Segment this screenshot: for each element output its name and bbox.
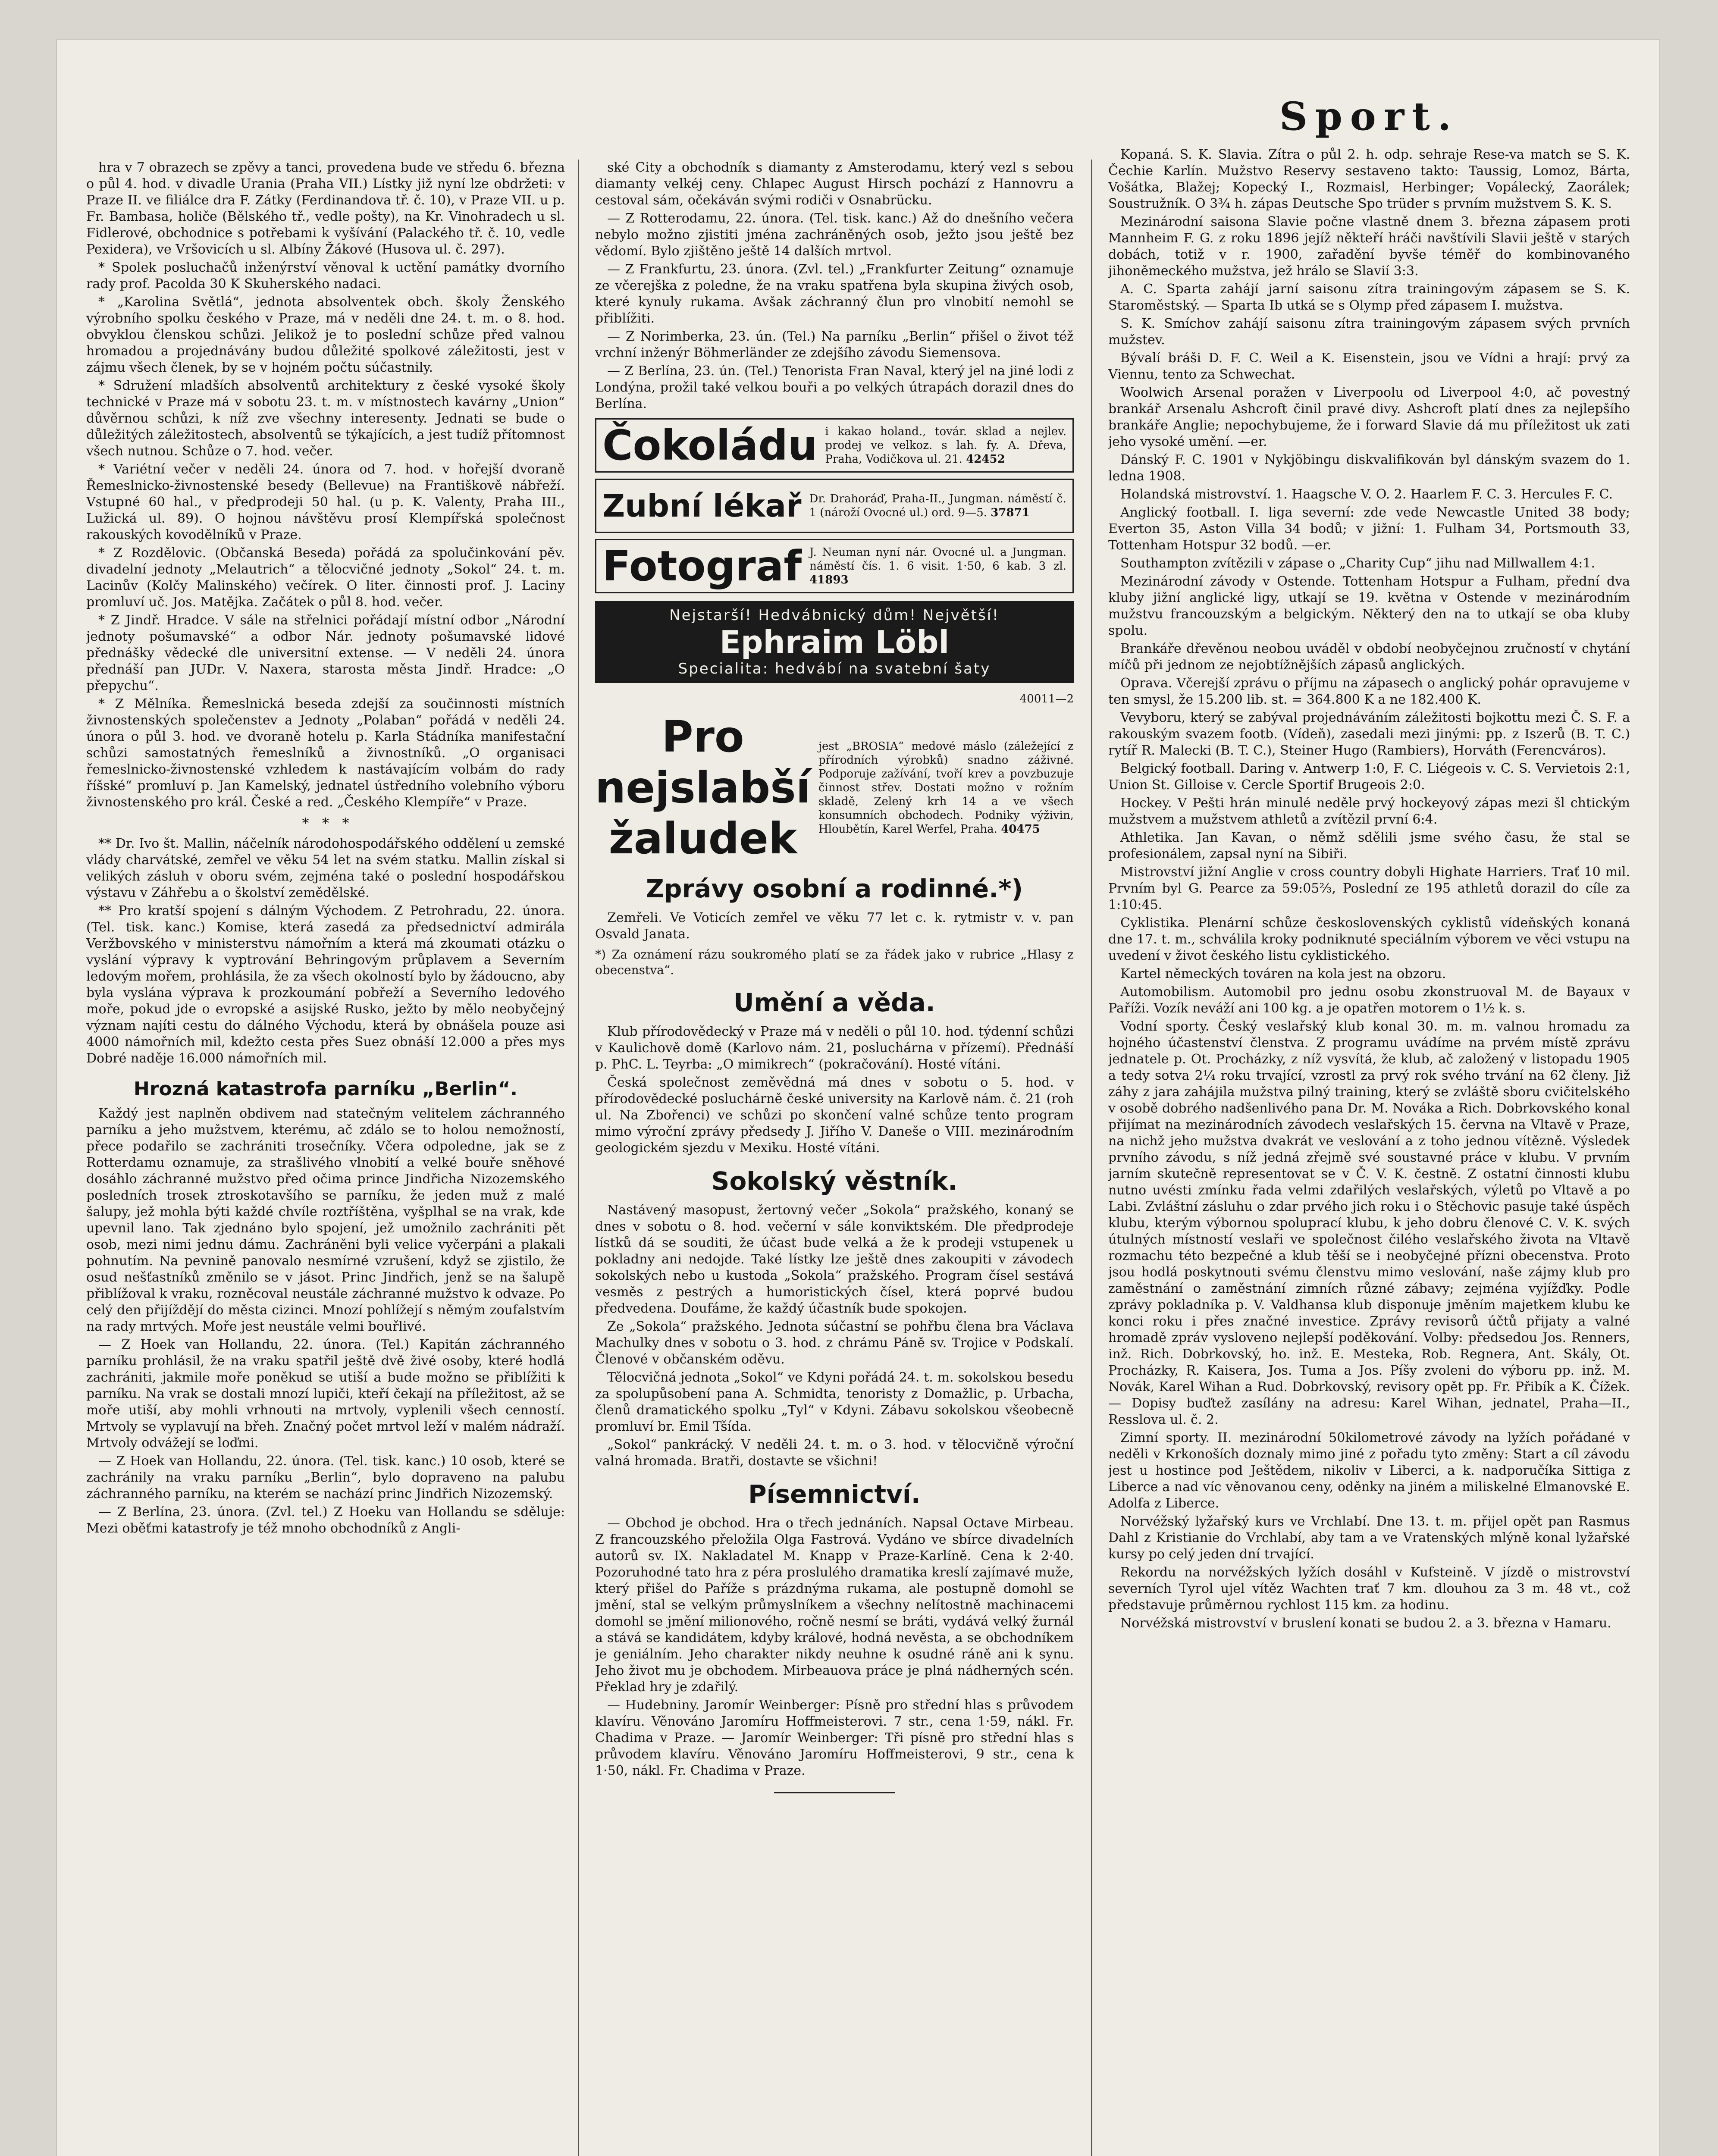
article-paragraph: hra v 7 obrazech se zpěvy a tanci, provedena bude ve středu 6. března o půl 4. hod. v divadle Urania (Praha VII.) Lístky již nyní lze obdržeti: v Praze II. ve filiálce dra F. Zátky (Ferdinandova tř. č. 10), v Praze VII. u p. Fr. Bambasa, holiče (Bělského tř., vedle pošty), na Kr. Vinohradech u sl. Fidlerové, obchodnice s potřebami k vyšívání (Palackého tř. č. 10, vedle Pexidera), ve Vršovicích u sl. Albíny Žákové (Husova ul. č. 297). xyxy=(86,160,565,257)
footnote: *) Za oznámení rázu soukromého platí se za řádek jako v rubrice „Hlasy z obecenstva“. xyxy=(595,947,1074,977)
ad-text: Dr. Drahoráď, Praha-II., Jungman. náměstí č. 1 (nároží Ovocné ul.) ord. 9—5. 37871 xyxy=(809,492,1066,519)
article-paragraph: Česká společnost zeměvědná má dnes v sobotu o 5. hod. v přírodovědecké posluchárně české university na Karlově nám. č. 21 (roh ul. Na Zbořenci) ve schůzi po skončení valné schůze tento program mimo výroční zprávy předsedy J. Jiřího V. Daneše o VIII. mezinárodním geologickém sjezdu v Mexiku. Hosté vítáni. xyxy=(595,1075,1074,1156)
article-paragraph: „Sokol“ pankrácký. V neděli 24. t. m. o 3. hod. v tělocvičně výroční valná hromada. Bratři, dostavte se všichni! xyxy=(595,1437,1074,1469)
article-paragraph: Nastávený masopust, žertovný večer „Sokola“ pražského, konaný se dnes v sobotu o 8. hod. večerní v sále konviktském. Dle předprodeje lístků dá se souditi, že účast bude velká a že k prodeji vstupenek u pokladny ani nedojde. Také lístky lze ještě dnes zakoupiti v závodech sokolských nebo u kustoda „Sokola“ pražského. Program čísel sestává vesměs z pestrých a humoristických čísel, která poprvé budou předvedena. Doufáme, že každý účastník bude spokojen. xyxy=(595,1203,1074,1316)
article-paragraph: * „Karolina Světlá“, jednota absolventek obch. školy Ženského výrobního spolku českého v Praze, má v neděli dne 24. t. m. o 8. hod. obvyklou členskou schůzi. Jelikož je to poslední schůze před valnou hromadou a projednávány budou důležité spolkové záležitosti, jest v zájmu všech členek, by se v hojném počtu súčastnily. xyxy=(86,295,565,375)
article-paragraph: Southampton zvítězili v zápase o „Charity Cup“ jihu nad Millwallem 4:1. xyxy=(1120,556,1596,571)
article-paragraph: ** Dr. Ivo št. Mallin, náčelník národohospodářského oddělení u zemské vlády charvátské, zemřel ve věku 54 let na svém statku. Mallin získal si velikých zásluh v oboru svém, zejména také o poslední hospodářskou výstavu v Záhřebu a o školství zemědělské. xyxy=(86,836,565,900)
article-paragraph: Bývalí bráši D. F. C. Weil a K. Eisenstein, jsou ve Vídni a hrají: prvý za Viennu, tento za Schwechat. xyxy=(1108,351,1630,382)
ad-code: 40011—2 xyxy=(1019,693,1074,705)
banner-line: Nejstarší! Hedvábnický dům! Největší! xyxy=(669,607,1000,624)
column-3 xyxy=(1108,94,1630,2156)
article-paragraph: — Z Hoek van Hollandu, 22. února. (Tel.) Kapitán záchranného parníku prohlásil, že na vraku spatřil ještě dvě živé osoby, které hodlá zachrániti, jakmile moře poněkud se utiší a bude možno se přiblížiti k parníku. Na vrak se dostali mnozí lupiči, kteří čekají na příležitost, až se moře utiší, aby mohli vrhnouti na mrtvoly, vyplenili všech cenností. Mrtvoly se vyplavují na břeh. Značný počet mrtvol leží v malém nádraží. Mrtvoly odvážejí se loďmi. xyxy=(86,1337,565,1451)
ad-fotograf xyxy=(595,539,1074,593)
article-paragraph: — Z Frankfurtu, 23. února. (Zvl. tel.) „Frankfurter Zeitung“ oznamuje ze včerejška z poledne, že na vraku spatřena byla skupina živých osob, které kynuly rukama. Avšak záchranný člun pro vlnobití nemohl se přiblížiti. xyxy=(595,262,1074,326)
article-paragraph: * Sdružení mladších absolventů architektury z české vysoké školy technické v Praze má v sobotu 23. t. m. v místnostech kavárny „Union“ důvěrnou schůzi, k níž zve všechny interesenty. Jednati se bude o důležitých záležitostech, absolventů se týkajících, a jest tudíž přítomnost všech nutnou. Schůze o 7. hod. večer. xyxy=(86,378,565,459)
column-divider xyxy=(578,160,579,2156)
section-heading-sport: Sport. xyxy=(1279,94,1459,139)
article-paragraph: * Spolek posluchačů inženýrství věnoval k uctění památky dvorního rady prof. Pacolda 30 K Skuherského nadaci. xyxy=(86,260,565,291)
article-paragraph: Norvéžský lyžařský kurs ve Vrchlabí. Dne 13. t. m. přijel opět pan Rasmus Dahl z Kristianie do Vrchlabí, aby tam a ve Vratenských mlýně konal lyžařské kursy po celý jeden dní trvající. xyxy=(1108,1514,1630,1562)
column-2 xyxy=(595,160,1074,2156)
article-paragraph: Tělocvičná jednota „Sokol“ ve Kdyni pořádá 24. t. m. sokolskou besedu za spolupůsobení pana A. Schmidta, tenoristy z Domažlic, p. Urbacha, členů dramatického spolku „Tyl“ v Kdyni. Zábavu sokolskou všeobecně promluví br. Emil Tšída. xyxy=(595,1370,1074,1434)
article-paragraph: Dánský F. C. 1901 v Nykjöbingu diskvalifikován byl dánským svazem do 1. ledna 1908. xyxy=(1108,452,1630,484)
article-paragraph: Kopaná. S. K. Slavia. Zítra o půl 2. h. odp. sehraje Rese-va match se S. K. Čechie Karlín. Mužstvo Reservy sestaveno takto: Taussig, Lomoz, Bárta, Vošátka, Blažej; Kopecký I., Rozmaisl, Herbinger; Vopálecký, Zaorálek; Soustružník. O 3¾ h. zápas Deutsche Spo trüder s prvním mužstvem S. K. S. xyxy=(1108,147,1630,211)
article-paragraph: ** Pro kratší spojení s dálným Východem. Z Petrohradu, 22. února. (Tel. tisk. kanc.) Komise, která zasedá za předsednictví admirála Veržbovského v ministerstvu námořním a která má zkoumati otázku o vyslání výpravy k vyptrování Behringovým průplavem a Severním ledovým mořem, prohlásila, že za všech okolností bylo by žádoucno, aby byla vyslána výprava k prozkoumání pobřeží a Severního ledového moře, pokud jde o evropské a asijské Rusko, ježto by mělo neobyčejný význam najíti cestu do dálného Východu, která by obnášela pouze asi 4000 námořních mil, kdežto cesta přes Suez obnáší 12.000 a přes mys Dobré naděje 16.000 námořních mil. xyxy=(86,903,565,1066)
ad-brosia xyxy=(595,711,1074,864)
article-paragraph: * Z Jindř. Hradce. V sále na střelnici pořádají místní odbor „Národní jednoty pošumavské“ a odbor Nár. jednoty pošumavské lidové přednášky vědecké dle universitní extense. — V neděli 24. února přednáší pan JUDr. V. Naxera, starosta města Jindř. Hradce: „O přepychu“. xyxy=(86,613,565,693)
section-heading-art-science: Umění a věda. xyxy=(734,988,935,1017)
article-paragraph: — Z Rotterodamu, 22. února. (Tel. tisk. kanc.) Až do dnešního večera nebylo možno zjistiti jména zachráněných osob, ježto jsou ještě bez vědomí. Bylo zjištěno ještě 14 dalších mrtvol. xyxy=(595,211,1074,259)
article-paragraph: Oprava. Včerejší zprávu o příjmu na zápasech o anglický pohár opravujeme v ten smysl, že 15.200 lib. st. = 364.800 K a ne 182.400 K. xyxy=(1108,676,1630,707)
article-paragraph: * Z Mělníka. Řemeslnická beseda zdejší za součinnosti místních živnostenských společenstev a Jednoty „Polaban“ pořádá v neděli 24. února o půl 3. hod. ve dvoraně hotelu p. Karla Stádníka manifestační schůzi samostatných řemeslníků a živnostníků. „O organisaci řemeslnicko-živnostenské vzhledem k nastávajícím volbám do rady říšské“ promluví p. Jan Kamelský, jednatel ústředního volebního výboru živnostenského pro král. České a red. „Českého Klempíře“ v Praze. xyxy=(86,696,565,810)
article-paragraph: Zimní sporty. II. mezinárodní 50kilometrové závody na lyžích pořádané v neděli v Krkonoších doznaly mimo jiné z pořadu tyto změny: Start a cíl závodu jest u hostince pod Ještědem, nikoliv v Liberci, a k. nadporučíka Sittiga z Liberce a nad víc věnovanou ceny, oděnky na jiném a miliskelné Elmanovské E. Adolfa z Liberce. xyxy=(1108,1430,1630,1511)
article-paragraph: — Obchod je obchod. Hra o třech jednáních. Napsal Octave Mirbeau. Z francouzského přeložila Olga Fastrová. Vydáno ve sbírce divadelních autorů sv. IX. Nakladatel M. Knapp v Praze-Karlíně. Cena k 2·40. Pozoruhodné tato hra z péra proslulého dramatika kreslí zajímavé muže, který přišel do Paříže s prázdnýma rukama, ale postupně domohl se jmění, stal se velkým průmyslníkem a všechny nelítostně machinacemi domohl se jmění milionového, ročně nesmí se bráti, vydává velký žurnál a stává se kandidátem, kdyby králové, hodná nevěsta, a se obchodníkem je geniálním. Jeho charakter nikdy neuhne k osudné ráně ani k synu. Jeho život mu je obchodem. Mirbeauova práce je plná nádherných scén. Překlad hry je zdařilý. xyxy=(595,1516,1074,1695)
section-heading-personal: Zprávy osobní a rodinné.*) xyxy=(646,874,1023,903)
article-paragraph: ské City a obchodník s diamanty z Amsterodamu, který vezl s sebou diamanty velkéj ceny. Chlapec August Hirsch pochází z Hannovru a cestoval sám, očekáván svými rodiči v Osnabrücku. xyxy=(595,160,1074,208)
article-paragraph: Každý jest naplněn obdivem nad statečným velitelem záchranného parníku a jeho mužstvem, kterému, ač zdálo se to holou nemožností, přece podařilo se zachrániti trosečníky. Včera odpoledne, jak se z Rotterdamu oznamuje, za strašlivého vlnobití a velké bouře sněhové dosáhlo záchranné mužstvo před očima prince Jindřicha Nizozemského posledních trosek ztroskotavšího se parníku, že jeden muž z malé šalupy, jež mohla býti každé chvíle roztříštěna, vyšplhal se na vrak, kde upevnil lano. Tak zjednáno bylo spojení, jež umožnilo zachrániti pět osob, mezi nimi jednu dámu. Zachráněni byli velice vyčerpáni a plakali pohnutím. Na pevnině panovalo nesmírné vzrušení, když se zjistilo, že osud nešťastníků změnilo se v jásot. Princ Jindřich, jenž se na šalupě přiblížoval k vraku, rozněcoval neustále záchranné mužstvo k odvaze. Po celý den přijíždějí do města cizinci. Mnozí pohlížejí s němým zoufalstvím na rady mrtvých. Moře jest neustále velmi bouřlivé. xyxy=(86,1106,565,1334)
article-paragraph: Anglický football. I. liga severní: zde vede Newcastle United 38 body; Everton 35, Aston Villa 34 bodů; v jižní: 1. Fulham 34, Portsmouth 33, Tottenham Hotspur 32 bodů. —er. xyxy=(1108,505,1630,553)
ad-banner-lobl xyxy=(595,601,1074,683)
section-heading-literature: Písemnictví. xyxy=(748,1479,921,1509)
article-paragraph: Rekordu na norvéžských lyžích dosáhl v Kufsteině. V jízdě o mistrovství severních Tyrol ujel vítěz Wachten trať 7 km. dlouhou za 3 m. 48 vt., což představuje průměrnou rychlost 115 km. za hodinu. xyxy=(1108,1565,1630,1613)
ad-text: J. Neuman nyní nár. Ovocné ul. a Jungman. náměstí čís. 1. 6 visit. 1·50, 6 kab. 3 zl. 41893 xyxy=(809,546,1066,586)
article-paragraph: Athletika. Jan Kavan, o němž sdělili jsme svého času, že stal se profesionálem, zapsal nyní na Sibiři. xyxy=(1108,830,1630,862)
sport-body xyxy=(1108,147,1630,2156)
article-paragraph: Belgický football. Daring v. Antwerp 1:0, F. C. Liégeois v. C. S. Vervietois 2:1, Union St. Gilloise v. Cercle Sportif Brugeois 2:0. xyxy=(1108,761,1630,793)
article-paragraph: Zemřeli. Ve Voticích zemřel ve věku 77 let c. k. rytmistr v. v. pan Osvald Janata. xyxy=(595,910,1074,942)
article-paragraph: Klub přírodovědecký v Praze má v neděli o půl 10. hod. týdenní schůzi v Kaulichově domě (Karlovo nám. 21, posluchárna v přízemí). Přednáší p. PhC. L. Teyrba: „O mimikrech“ (pokračování). Hosté vítáni. xyxy=(595,1024,1074,1072)
headline-berlin: Hrozná katastrofa parníku „Berlin“. xyxy=(134,1078,517,1100)
article-paragraph: — Z Berlína, 23. ún. (Tel.) Tenorista Fran Naval, který jel na jiné lodi z Londýna, prožil také velkou bouři a po velkých útrapách dorazil dnes do Berlína. xyxy=(595,364,1074,411)
column-1 xyxy=(86,160,565,2156)
ad-brosia-title: Pro nejslabší žaludek xyxy=(595,711,811,864)
article-paragraph: Cyklistika. Plenární schůze československých cyklistů vídeňských konaná dne 17. t. m., schválila kroky podniknuté speciálním výborem ve věci vstupu na uvedení v život českého listu cyklistického. xyxy=(1108,915,1630,963)
article-paragraph: Holandská mistrovství. 1. Haagsche V. O. 2. Haarlem F. C. 3. Hercules F. C. xyxy=(1120,487,1613,502)
article-paragraph: Ze „Sokola“ pražského. Jednota súčastní se pohřbu člena bra Václava Machulky dnes v sobotu o 3. hod. z chrámu Páně sv. Trojice v Podskalí. Členové v občanském oděvu. xyxy=(595,1319,1074,1367)
article-paragraph: Mezinárodní saisona Slavie počne vlastně dnem 3. března zápasem proti Mannheim F. G. z roku 1896 jejíž někteří hráči navštívili Slavii ještě v starých dobách, totiž v r. 1900, zařadění byvše téměř do kombinovaného jihoněmeckého mužstva, jež hrálo se Slavií 3:3. xyxy=(1108,214,1630,279)
article-paragraph: Woolwich Arsenal poražen v Liverpoolu od Liverpool 4:0, ač povestný brankář Arsenalu Ashcroft činil pravé divy. Ashcroft platí dnes za nejlepšího brankáře Anglie; nepochybujeme, že i forward Slavie dá mu příležitost uk zati jeho vysoké umění. —er. xyxy=(1108,385,1630,449)
ad-text: i kakao holand., továr. sklad a nejlev. prodej ve velkoz. s lah. fy. A. Dřeva, Praha, Vodičkova ul. 21. 42452 xyxy=(825,425,1066,466)
article-paragraph: * Variétní večer v neděli 24. února od 7. hod. v hořejší dvoraně Řemeslnicko-živnostenské besedy (Bellevue) na Františkově nábřeží. Vstupné 60 hal., v předprodeji 50 hal. (u p. K. Valenty, Praha III., Lužická ul. 89). O hojnou návštěvu prosí Klempířská společnost rakouských kovodělníků v Praze. xyxy=(86,462,565,542)
ad-text: jest „BROSIA“ medové máslo (záležející z přírodních výrobků) snadno záživné. Podporuje zažívání, tvoří krev a povzbuzuje činnost střev. Dostati možno v rožním skladě, Zelený krh 14 a ve všech konsumních obchodech. Podniky výživin, Hloubětín, Karel Werfel, Praha. 40475 xyxy=(818,740,1074,836)
article-paragraph: — Hudebniny. Jaromír Weinberger: Písně pro střední hlas s průvodem klavíru. Věnováno Jaromíru Hoffmeisterovi. 7 str., cena 1·59, nákl. Fr. Chadima v Praze. — Jaromír Weinberger: Tři písně pro střední hlas s průvodem klavíru. Věnováno Jaromíru Hoffmeisterovi, 9 str., cena k 1·50, nákl. Fr. Chadima v Praze. xyxy=(595,1698,1074,1778)
section-heading-sokol: Sokolský věstník. xyxy=(711,1166,958,1196)
end-rule xyxy=(774,1792,895,1793)
column-divider xyxy=(1091,160,1092,2156)
article-paragraph: Mezinárodní závody v Ostende. Tottenham Hotspur a Fulham, přední dva kluby jižní anglické ligy, utkají se 19. května v Ostende v mezinárodním mužstvu francouzským a belgickým. Některý den na to utkají se oba kluby spolu. xyxy=(1108,574,1630,638)
article-paragraph: Mistrovství jižní Anglie v cross country dobyli Highate Harriers. Trať 10 mil. Prvním byl G. Pearce za 59:05⅔, Poslední ze 195 athletů dorazil do cíle za 1:10:45. xyxy=(1108,865,1630,912)
article-paragraph: Kartel německých továren na kola jest na obzoru. xyxy=(1120,966,1446,981)
article-paragraph: Automobilism. Automobil pro jednu osobu zkonstruoval M. de Bayaux v Paříži. Vozík neváží ani 100 kg. a je opatřen motorem o 1½ k. s. xyxy=(1108,984,1630,1016)
article-paragraph: S. K. Smíchov zahájí saisonu zítra trainingovým zápasem svých prvních mužstev. xyxy=(1108,316,1630,348)
article-paragraph: A. C. Sparta zahájí jarní saisonu zítra trainingovým zápasem se S. K. Staroměstský. — Sparta Ib utká se s Olymp před zápasem I. mužstva. xyxy=(1108,282,1630,313)
banner-line: Specialita: hedvábí na svatební šaty xyxy=(678,660,991,677)
article-paragraph: Vevyboru, který se zabýval projednáváním záležitosti bojkottu mezi Č. S. F. a rakouským svazem footb. (Vídeň), zasedali mezi jinými: pp. z Iszerů (B. T. C.) rytíř R. Malecki (B. T. C.), Steiner Hugo (Rambiers), Horváth (Ferencváros). xyxy=(1108,710,1630,758)
ad-title: Zubní lékař xyxy=(602,488,802,524)
article-paragraph: — Z Berlína, 23. února. (Zvl. tel.) Z Hoeku van Hollandu se sděluje: Mezi oběťmi katastrofy je též mnoho obchodníků z Angli- xyxy=(86,1504,565,1536)
ad-cokolada xyxy=(595,418,1074,473)
ad-title: Fotograf xyxy=(602,542,802,590)
article-paragraph: Norvéžská mistrovství v bruslení konati se budou 2. a 3. března v Hamaru. xyxy=(1120,1616,1611,1631)
article-paragraph: * Z Rozdělovic. (Občanská Beseda) pořádá za spolučinkování pěv. divadelní jednoty „Melautrich“ a tělocvičné jednoty „Sokol“ 24. t. m. Lacinův (Kolčy Malinského) večírek. O liter. činnosti prof. J. Laciny promluví uč. Jos. Matějka. Začátek o půl 8. hod. večer. xyxy=(86,545,565,610)
article-paragraph: — Z Norimberka, 23. ún. (Tel.) Na parníku „Berlin“ přišel o život též vrchní inženýr Böhmerländer ze zdejšího závodu Siemensova. xyxy=(595,329,1074,360)
separator-asterisks: * * * xyxy=(302,815,349,831)
banner-brand: Ephraim Löbl xyxy=(719,624,950,660)
newspaper-page xyxy=(56,39,1660,2156)
article-paragraph: Vodní sporty. Český veslařský klub konal 30. m. m. valnou hromadu za hojného účastenství členstva. Z programu uvádíme na prvém místě zprávu jednatele p. Ot. Procházky, z níž vysvítá, že klub, ač založený v listopadu 1905 a tedy sotva 2¼ roku trvající, vzrostl za prvý rok svého trvání na 62 členy. Již záhy z jara zahájila mužstva pilný training, který se zvláště sboru cvičitelského v osobě dobrého nadšenlivého pana Dr. M. Nováka a Rich. Dobrkovského konal přijímat na mezinárodních závodech veslařských 15. června na Vltavě v Praze, na nichž jeho mužstva dvakrát ve veslování a z toho jednou vítězně. Výsledek prvního závodu, s níž jedná zřejmě své soustavné práce v klubu. V prvním jarním skutečně representovat se v Č. V. K. čestně. Z ostatní činnosti klubu nutno uvésti zmínku řada velmi zdařilých veslařských, výletů po Vltavě a po Labi. Zvláštní zásluhu o zdar prvého jich roku i o Stěchovic pasuje také úspěch klubu, kterým výbornou spoluprací klubu, k jeho dobru členové C. V. K. svých útulných místností veslaři ve společnost čilého veslařského života na Vltavě rozmachu této bezpečné a klub těší se i neobyčejné přízni obecenstva. Proto jsou hodlá poskytnouti svému členstvu mimo veslování, naše zájmy klub pro zaměstnání o zaměstnání zimních různé zábavy; zejména vyjížďky. Podle zprávy pokladníka p. V. Valdhansa klub disponuje jměním majetkem klubu ke konci roku i přes značné investice. Zprávy revisorů účtů přijaty a valné hromadě zpráv vysloveno nejlepší poděkování. Volby: předsedou Jos. Renners, inž. Rich. Dobrkovský, ho. inž. E. Mesteka, Rob. Regnera, Ant. Skály, Ot. Procházky, R. Kaisera, Jos. Tuma a Jos. Píšy zvoleni do výboru pp. inž. M. Novák, Karel Wihan a Rud. Dobrkovský, revisory opět pp. Fr. Přibík a K. Čížek. — Dopisy buďtež zasílány na adresu: Karel Wihan, jednatel, Praha—II., Resslova ul. č. 2. xyxy=(1108,1019,1630,1427)
article-paragraph: Brankáře dřevěnou neobou uváděl v období neobyčejnou zručností v chytání míčů při jednom ze nejobtížnějších zápasů anglických. xyxy=(1108,641,1630,673)
ad-title: Čokoládu xyxy=(602,421,818,470)
article-paragraph: — Z Hoek van Hollandu, 22. února. (Tel. tisk. kanc.) 10 osob, které se zachránily na vraku parníku „Berlin“, bylo dopraveno na palubu záchranného parníku, na kterém se nachází princ Jindřich Nizozemský. xyxy=(86,1454,565,1501)
article-paragraph: Hockey. V Pešti hrán minulé neděle prvý hockeyový zápas mezi šl chtickým mužstvem a mužstvem athletů a zvítězil první 6:4. xyxy=(1108,796,1630,827)
ad-zubni-lekar xyxy=(595,479,1074,533)
